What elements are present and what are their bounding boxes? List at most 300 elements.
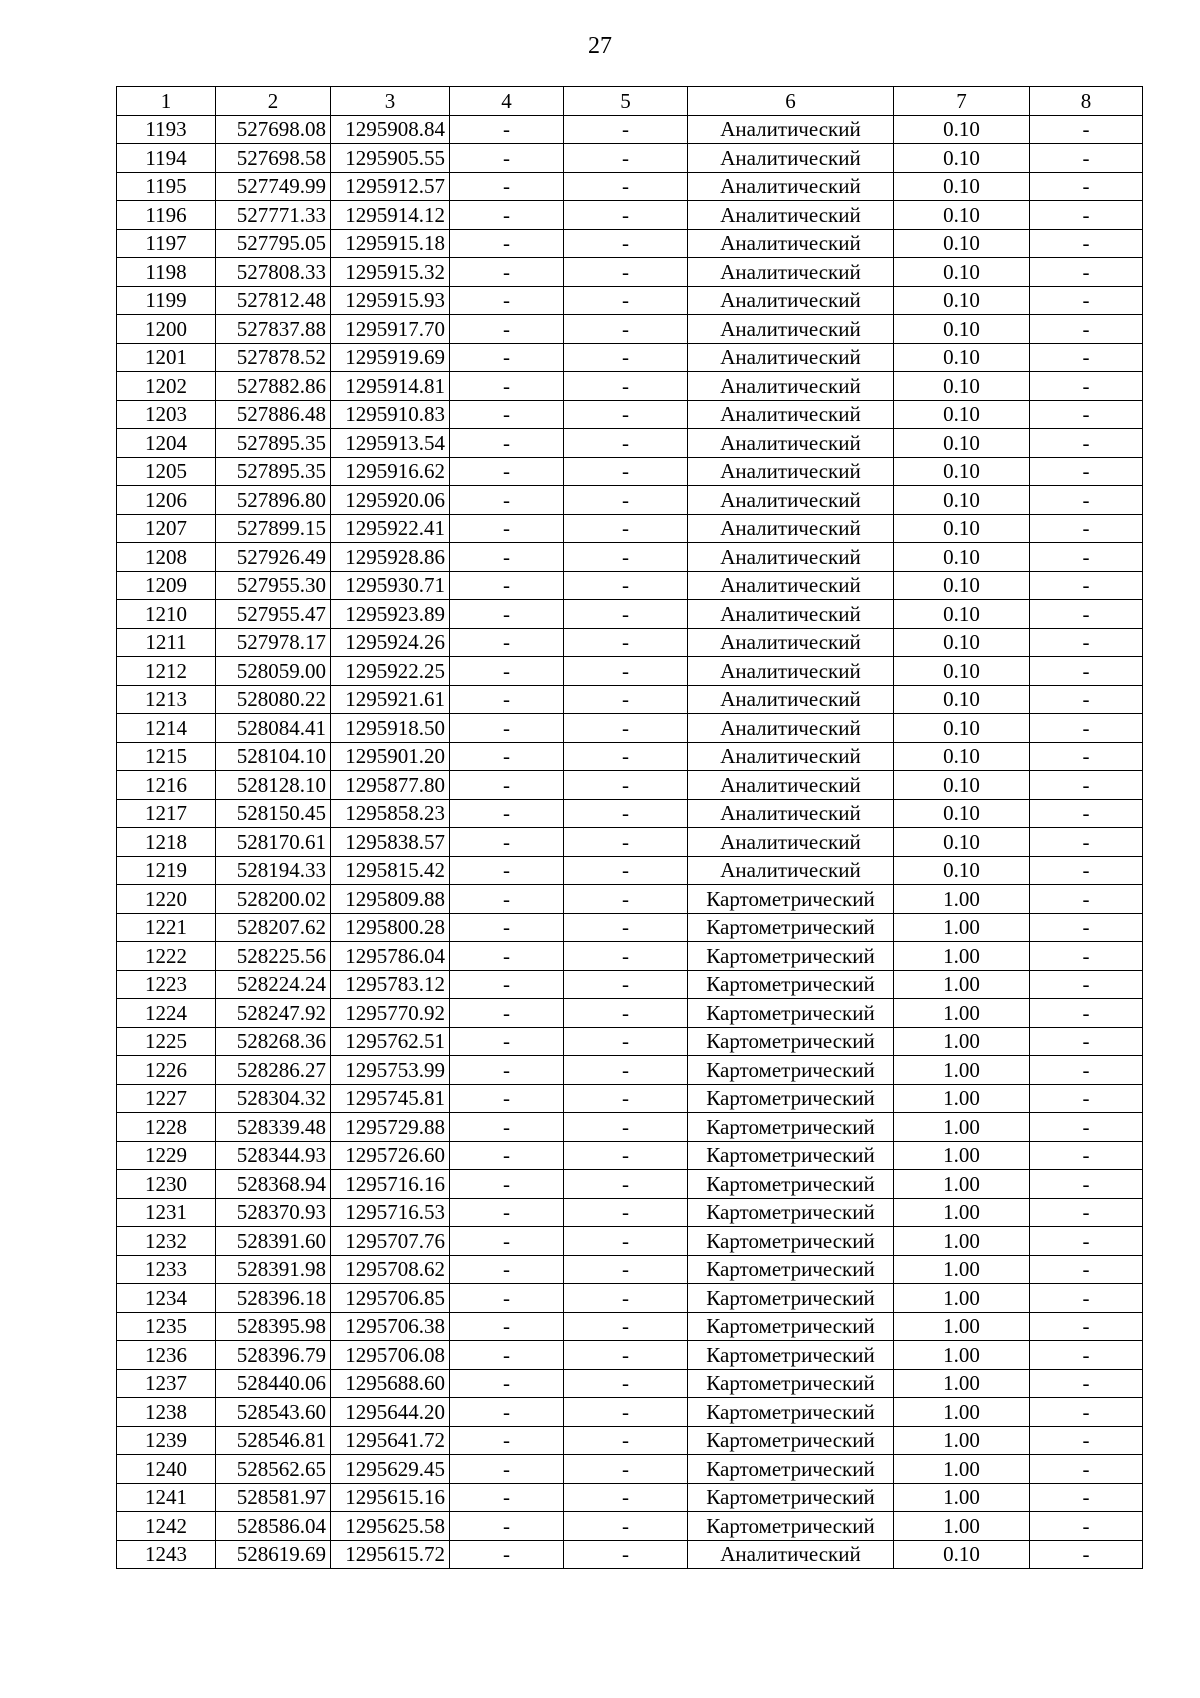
- y-coordinate-cell: 1295770.92: [331, 999, 450, 1028]
- y-coordinate-cell: 1295922.25: [331, 657, 450, 686]
- table-row: [117, 1483, 1143, 1512]
- column-5-cell: -: [564, 1084, 688, 1113]
- column-4-cell: -: [450, 1141, 564, 1170]
- column-5-cell: -: [564, 628, 688, 657]
- accuracy-cell: 1.00: [894, 942, 1030, 971]
- column-4-cell: -: [450, 486, 564, 515]
- column-5-cell: -: [564, 429, 688, 458]
- method-cell: Аналитический: [688, 486, 894, 515]
- column-8-cell: -: [1030, 1369, 1143, 1398]
- method-cell: Аналитический: [688, 429, 894, 458]
- column-5-cell: -: [564, 1369, 688, 1398]
- accuracy-cell: 0.10: [894, 372, 1030, 401]
- x-coordinate-cell: 528104.10: [216, 742, 331, 771]
- x-coordinate-cell: 528395.98: [216, 1312, 331, 1341]
- column-8-cell: -: [1030, 1056, 1143, 1085]
- y-coordinate-cell: 1295762.51: [331, 1027, 450, 1056]
- y-coordinate-cell: 1295629.45: [331, 1455, 450, 1484]
- x-coordinate-cell: 527955.30: [216, 571, 331, 600]
- x-coordinate-cell: 528170.61: [216, 828, 331, 857]
- method-cell: Картометрический: [688, 1198, 894, 1227]
- column-8-cell: -: [1030, 1198, 1143, 1227]
- column-5-cell: -: [564, 400, 688, 429]
- x-coordinate-cell: 528368.94: [216, 1170, 331, 1199]
- point-number-cell: 1227: [117, 1084, 216, 1113]
- method-cell: Аналитический: [688, 628, 894, 657]
- x-coordinate-cell: 528268.36: [216, 1027, 331, 1056]
- table-row: [117, 486, 1143, 515]
- accuracy-cell: 0.10: [894, 315, 1030, 344]
- table-row: [117, 1141, 1143, 1170]
- table-row: [117, 970, 1143, 999]
- table-row: [117, 429, 1143, 458]
- column-5-cell: -: [564, 942, 688, 971]
- accuracy-cell: 0.10: [894, 543, 1030, 572]
- method-cell: Картометрический: [688, 1084, 894, 1113]
- table-row: [117, 856, 1143, 885]
- y-coordinate-cell: 1295919.69: [331, 343, 450, 372]
- method-cell: Картометрический: [688, 1170, 894, 1199]
- table-row: [117, 942, 1143, 971]
- column-8-cell: -: [1030, 543, 1143, 572]
- accuracy-cell: 1.00: [894, 1170, 1030, 1199]
- column-8-cell: -: [1030, 1227, 1143, 1256]
- point-number-cell: 1210: [117, 600, 216, 629]
- column-8-cell: -: [1030, 1540, 1143, 1569]
- column-8-cell: -: [1030, 856, 1143, 885]
- column-header-6: 6: [688, 87, 894, 116]
- column-5-cell: -: [564, 514, 688, 543]
- y-coordinate-cell: 1295706.08: [331, 1341, 450, 1370]
- column-8-cell: -: [1030, 1027, 1143, 1056]
- column-5-cell: -: [564, 172, 688, 201]
- table-row: [117, 885, 1143, 914]
- column-8-cell: -: [1030, 799, 1143, 828]
- column-5-cell: -: [564, 201, 688, 230]
- column-4-cell: -: [450, 571, 564, 600]
- column-5-cell: -: [564, 1056, 688, 1085]
- point-number-cell: 1208: [117, 543, 216, 572]
- y-coordinate-cell: 1295920.06: [331, 486, 450, 515]
- y-coordinate-cell: 1295707.76: [331, 1227, 450, 1256]
- column-4-cell: -: [450, 970, 564, 999]
- point-number-cell: 1207: [117, 514, 216, 543]
- method-cell: Картометрический: [688, 1227, 894, 1256]
- column-5-cell: -: [564, 657, 688, 686]
- column-header-1: 1: [117, 87, 216, 116]
- method-cell: Картометрический: [688, 1398, 894, 1427]
- x-coordinate-cell: 528391.98: [216, 1255, 331, 1284]
- column-8-cell: -: [1030, 258, 1143, 287]
- column-5-cell: -: [564, 885, 688, 914]
- point-number-cell: 1194: [117, 144, 216, 173]
- column-4-cell: -: [450, 1284, 564, 1313]
- column-4-cell: -: [450, 229, 564, 258]
- point-number-cell: 1199: [117, 286, 216, 315]
- column-8-cell: -: [1030, 201, 1143, 230]
- accuracy-cell: 0.10: [894, 486, 1030, 515]
- column-8-cell: -: [1030, 885, 1143, 914]
- point-number-cell: 1209: [117, 571, 216, 600]
- accuracy-cell: 0.10: [894, 258, 1030, 287]
- point-number-cell: 1223: [117, 970, 216, 999]
- column-5-cell: -: [564, 144, 688, 173]
- column-8-cell: -: [1030, 514, 1143, 543]
- column-5-cell: -: [564, 1455, 688, 1484]
- method-cell: Картометрический: [688, 1141, 894, 1170]
- y-coordinate-cell: 1295858.23: [331, 799, 450, 828]
- method-cell: Картометрический: [688, 999, 894, 1028]
- accuracy-cell: 0.10: [894, 457, 1030, 486]
- column-5-cell: -: [564, 571, 688, 600]
- point-number-cell: 1214: [117, 714, 216, 743]
- accuracy-cell: 0.10: [894, 685, 1030, 714]
- point-number-cell: 1213: [117, 685, 216, 714]
- accuracy-cell: 1.00: [894, 1369, 1030, 1398]
- column-header-3: 3: [331, 87, 450, 116]
- column-4-cell: -: [450, 828, 564, 857]
- y-coordinate-cell: 1295838.57: [331, 828, 450, 857]
- y-coordinate-cell: 1295708.62: [331, 1255, 450, 1284]
- method-cell: Аналитический: [688, 799, 894, 828]
- method-cell: Картометрический: [688, 1512, 894, 1541]
- method-cell: Картометрический: [688, 1369, 894, 1398]
- y-coordinate-cell: 1295753.99: [331, 1056, 450, 1085]
- accuracy-cell: 1.00: [894, 885, 1030, 914]
- table-row: [117, 1227, 1143, 1256]
- table-row: [117, 1255, 1143, 1284]
- point-number-cell: 1201: [117, 343, 216, 372]
- point-number-cell: 1204: [117, 429, 216, 458]
- y-coordinate-cell: 1295923.89: [331, 600, 450, 629]
- point-number-cell: 1229: [117, 1141, 216, 1170]
- table-row: [117, 201, 1143, 230]
- x-coordinate-cell: 528200.02: [216, 885, 331, 914]
- y-coordinate-cell: 1295641.72: [331, 1426, 450, 1455]
- table-row: [117, 229, 1143, 258]
- x-coordinate-cell: 527812.48: [216, 286, 331, 315]
- y-coordinate-cell: 1295815.42: [331, 856, 450, 885]
- point-number-cell: 1217: [117, 799, 216, 828]
- point-number-cell: 1232: [117, 1227, 216, 1256]
- y-coordinate-cell: 1295918.50: [331, 714, 450, 743]
- method-cell: Аналитический: [688, 229, 894, 258]
- table-row: [117, 799, 1143, 828]
- y-coordinate-cell: 1295930.71: [331, 571, 450, 600]
- column-4-cell: -: [450, 1426, 564, 1455]
- table-row: [117, 714, 1143, 743]
- y-coordinate-cell: 1295901.20: [331, 742, 450, 771]
- method-cell: Аналитический: [688, 201, 894, 230]
- table-row: [117, 1312, 1143, 1341]
- accuracy-cell: 1.00: [894, 1455, 1030, 1484]
- column-8-cell: -: [1030, 742, 1143, 771]
- x-coordinate-cell: 528059.00: [216, 657, 331, 686]
- y-coordinate-cell: 1295688.60: [331, 1369, 450, 1398]
- x-coordinate-cell: 527926.49: [216, 543, 331, 572]
- column-4-cell: -: [450, 429, 564, 458]
- table-row: [117, 1113, 1143, 1142]
- table-row: [117, 1198, 1143, 1227]
- point-number-cell: 1224: [117, 999, 216, 1028]
- y-coordinate-cell: 1295877.80: [331, 771, 450, 800]
- table-row: [117, 144, 1143, 173]
- column-8-cell: -: [1030, 1512, 1143, 1541]
- point-number-cell: 1197: [117, 229, 216, 258]
- column-4-cell: -: [450, 258, 564, 287]
- column-5-cell: -: [564, 486, 688, 515]
- table-row: [117, 172, 1143, 201]
- column-5-cell: -: [564, 856, 688, 885]
- table-row: [117, 828, 1143, 857]
- accuracy-cell: 1.00: [894, 1056, 1030, 1085]
- column-8-cell: -: [1030, 144, 1143, 173]
- column-4-cell: -: [450, 1540, 564, 1569]
- accuracy-cell: 0.10: [894, 429, 1030, 458]
- x-coordinate-cell: 528586.04: [216, 1512, 331, 1541]
- point-number-cell: 1242: [117, 1512, 216, 1541]
- column-8-cell: -: [1030, 1398, 1143, 1427]
- accuracy-cell: 0.10: [894, 657, 1030, 686]
- table-row: [117, 1369, 1143, 1398]
- y-coordinate-cell: 1295615.16: [331, 1483, 450, 1512]
- column-4-cell: -: [450, 1312, 564, 1341]
- y-coordinate-cell: 1295924.26: [331, 628, 450, 657]
- column-4-cell: -: [450, 742, 564, 771]
- x-coordinate-cell: 527882.86: [216, 372, 331, 401]
- column-8-cell: -: [1030, 1284, 1143, 1313]
- method-cell: Аналитический: [688, 657, 894, 686]
- table-row: [117, 600, 1143, 629]
- column-header-8: 8: [1030, 87, 1143, 116]
- point-number-cell: 1238: [117, 1398, 216, 1427]
- x-coordinate-cell: 527895.35: [216, 429, 331, 458]
- column-8-cell: -: [1030, 1426, 1143, 1455]
- x-coordinate-cell: 527899.15: [216, 514, 331, 543]
- column-5-cell: -: [564, 1540, 688, 1569]
- column-8-cell: -: [1030, 315, 1143, 344]
- method-cell: Аналитический: [688, 1540, 894, 1569]
- column-8-cell: -: [1030, 400, 1143, 429]
- x-coordinate-cell: 528224.24: [216, 970, 331, 999]
- column-4-cell: -: [450, 286, 564, 315]
- column-8-cell: -: [1030, 343, 1143, 372]
- x-coordinate-cell: 528344.93: [216, 1141, 331, 1170]
- column-4-cell: -: [450, 1398, 564, 1427]
- table-row: [117, 771, 1143, 800]
- method-cell: Аналитический: [688, 543, 894, 572]
- table-row: [117, 457, 1143, 486]
- accuracy-cell: 1.00: [894, 999, 1030, 1028]
- y-coordinate-cell: 1295726.60: [331, 1141, 450, 1170]
- column-4-cell: -: [450, 115, 564, 144]
- x-coordinate-cell: 528286.27: [216, 1056, 331, 1085]
- y-coordinate-cell: 1295921.61: [331, 685, 450, 714]
- x-coordinate-cell: 527896.80: [216, 486, 331, 515]
- column-8-cell: -: [1030, 1312, 1143, 1341]
- point-number-cell: 1236: [117, 1341, 216, 1370]
- point-number-cell: 1205: [117, 457, 216, 486]
- accuracy-cell: 0.10: [894, 400, 1030, 429]
- column-4-cell: -: [450, 913, 564, 942]
- table-row: [117, 628, 1143, 657]
- accuracy-cell: 1.00: [894, 1312, 1030, 1341]
- x-coordinate-cell: 527808.33: [216, 258, 331, 287]
- column-8-cell: -: [1030, 970, 1143, 999]
- column-4-cell: -: [450, 1483, 564, 1512]
- method-cell: Аналитический: [688, 742, 894, 771]
- point-number-cell: 1240: [117, 1455, 216, 1484]
- method-cell: Аналитический: [688, 714, 894, 743]
- x-coordinate-cell: 527749.99: [216, 172, 331, 201]
- x-coordinate-cell: 528247.92: [216, 999, 331, 1028]
- point-number-cell: 1193: [117, 115, 216, 144]
- table-row: [117, 1398, 1143, 1427]
- x-coordinate-cell: 527878.52: [216, 343, 331, 372]
- column-4-cell: -: [450, 514, 564, 543]
- column-8-cell: -: [1030, 1255, 1143, 1284]
- point-number-cell: 1239: [117, 1426, 216, 1455]
- accuracy-cell: 0.10: [894, 172, 1030, 201]
- column-4-cell: -: [450, 885, 564, 914]
- accuracy-cell: 0.10: [894, 771, 1030, 800]
- column-5-cell: -: [564, 799, 688, 828]
- accuracy-cell: 0.10: [894, 144, 1030, 173]
- column-4-cell: -: [450, 1227, 564, 1256]
- column-4-cell: -: [450, 1455, 564, 1484]
- point-number-cell: 1202: [117, 372, 216, 401]
- column-4-cell: -: [450, 771, 564, 800]
- column-header-4: 4: [450, 87, 564, 116]
- table-row: [117, 1056, 1143, 1085]
- method-cell: Аналитический: [688, 685, 894, 714]
- x-coordinate-cell: 527895.35: [216, 457, 331, 486]
- column-4-cell: -: [450, 1084, 564, 1113]
- method-cell: Картометрический: [688, 970, 894, 999]
- y-coordinate-cell: 1295914.12: [331, 201, 450, 230]
- method-cell: Аналитический: [688, 828, 894, 857]
- table-row: [117, 343, 1143, 372]
- accuracy-cell: 0.10: [894, 201, 1030, 230]
- table-row: [117, 1027, 1143, 1056]
- point-number-cell: 1234: [117, 1284, 216, 1313]
- x-coordinate-cell: 527955.47: [216, 600, 331, 629]
- column-8-cell: -: [1030, 486, 1143, 515]
- y-coordinate-cell: 1295915.32: [331, 258, 450, 287]
- column-4-cell: -: [450, 543, 564, 572]
- column-header-2: 2: [216, 87, 331, 116]
- column-4-cell: -: [450, 942, 564, 971]
- column-8-cell: -: [1030, 457, 1143, 486]
- y-coordinate-cell: 1295908.84: [331, 115, 450, 144]
- method-cell: Картометрический: [688, 1312, 894, 1341]
- y-coordinate-cell: 1295917.70: [331, 315, 450, 344]
- x-coordinate-cell: 528562.65: [216, 1455, 331, 1484]
- accuracy-cell: 0.10: [894, 571, 1030, 600]
- method-cell: Аналитический: [688, 343, 894, 372]
- column-5-cell: -: [564, 1113, 688, 1142]
- point-number-cell: 1221: [117, 913, 216, 942]
- method-cell: Аналитический: [688, 856, 894, 885]
- method-cell: Картометрический: [688, 1027, 894, 1056]
- point-number-cell: 1216: [117, 771, 216, 800]
- column-8-cell: -: [1030, 1455, 1143, 1484]
- column-4-cell: -: [450, 144, 564, 173]
- table-row: [117, 1455, 1143, 1484]
- accuracy-cell: 0.10: [894, 1540, 1030, 1569]
- table-row: [117, 286, 1143, 315]
- column-8-cell: -: [1030, 286, 1143, 315]
- method-cell: Аналитический: [688, 400, 894, 429]
- column-8-cell: -: [1030, 942, 1143, 971]
- column-4-cell: -: [450, 172, 564, 201]
- column-5-cell: -: [564, 742, 688, 771]
- column-8-cell: -: [1030, 600, 1143, 629]
- y-coordinate-cell: 1295716.53: [331, 1198, 450, 1227]
- column-5-cell: -: [564, 315, 688, 344]
- column-8-cell: -: [1030, 1113, 1143, 1142]
- point-number-cell: 1222: [117, 942, 216, 971]
- point-number-cell: 1196: [117, 201, 216, 230]
- accuracy-cell: 1.00: [894, 1027, 1030, 1056]
- column-5-cell: -: [564, 1141, 688, 1170]
- point-number-cell: 1230: [117, 1170, 216, 1199]
- point-number-cell: 1203: [117, 400, 216, 429]
- x-coordinate-cell: 527698.58: [216, 144, 331, 173]
- column-4-cell: -: [450, 1341, 564, 1370]
- table-body: [117, 115, 1143, 1569]
- column-8-cell: -: [1030, 1341, 1143, 1370]
- point-number-cell: 1225: [117, 1027, 216, 1056]
- table-row: [117, 315, 1143, 344]
- y-coordinate-cell: 1295615.72: [331, 1540, 450, 1569]
- table-row: [117, 913, 1143, 942]
- point-number-cell: 1243: [117, 1540, 216, 1569]
- column-header-7: 7: [894, 87, 1030, 116]
- y-coordinate-cell: 1295928.86: [331, 543, 450, 572]
- x-coordinate-cell: 528440.06: [216, 1369, 331, 1398]
- method-cell: Аналитический: [688, 571, 894, 600]
- x-coordinate-cell: 527771.33: [216, 201, 331, 230]
- column-5-cell: -: [564, 771, 688, 800]
- method-cell: Картометрический: [688, 885, 894, 914]
- x-coordinate-cell: 528225.56: [216, 942, 331, 971]
- column-5-cell: -: [564, 999, 688, 1028]
- method-cell: Аналитический: [688, 372, 894, 401]
- column-5-cell: -: [564, 1312, 688, 1341]
- column-5-cell: -: [564, 600, 688, 629]
- table-row: [117, 571, 1143, 600]
- accuracy-cell: 1.00: [894, 1198, 1030, 1227]
- column-4-cell: -: [450, 714, 564, 743]
- table-row: [117, 1426, 1143, 1455]
- column-5-cell: -: [564, 1426, 688, 1455]
- point-number-cell: 1195: [117, 172, 216, 201]
- column-4-cell: -: [450, 457, 564, 486]
- column-4-cell: -: [450, 343, 564, 372]
- point-number-cell: 1200: [117, 315, 216, 344]
- accuracy-cell: 0.10: [894, 286, 1030, 315]
- point-number-cell: 1231: [117, 1198, 216, 1227]
- table-row: [117, 685, 1143, 714]
- column-4-cell: -: [450, 1512, 564, 1541]
- column-8-cell: -: [1030, 1084, 1143, 1113]
- table-row: [117, 258, 1143, 287]
- column-8-cell: -: [1030, 657, 1143, 686]
- accuracy-cell: 1.00: [894, 1512, 1030, 1541]
- column-4-cell: -: [450, 201, 564, 230]
- point-number-cell: 1219: [117, 856, 216, 885]
